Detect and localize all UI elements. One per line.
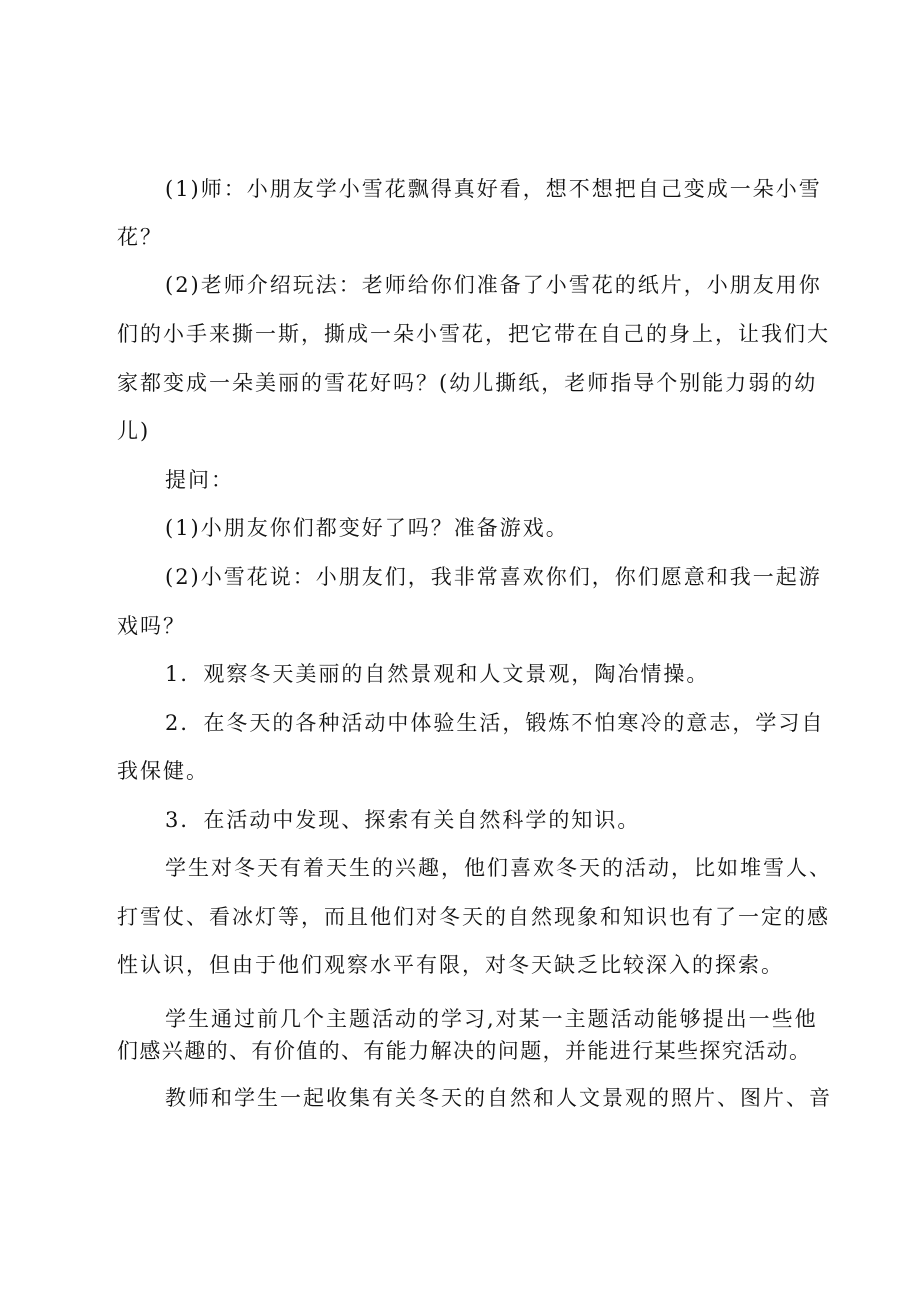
paragraph-line: 儿) [117,419,151,443]
paragraph-line: (2)小雪花说：小朋友们，我非常喜欢你们，你们愿意和我一起游 [165,565,822,589]
paragraph-line: 学生对冬天有着天生的兴趣，他们喜欢冬天的活动，比如堆雪人、 [165,856,832,880]
numbered-item: 1．观察冬天美丽的自然景观和人文景观，陶冶情操。 [165,662,710,686]
numbered-item: 3．在活动中发现、探索有关自然科学的知识。 [165,808,641,832]
paragraph-line: 性认识，但由于他们观察水平有限，对冬天缺乏比较深入的探索。 [117,953,784,977]
paragraph-line: 家都变成一朵美丽的雪花好吗？(幼儿撕纸，老师指导个别能力弱的幼 [117,371,818,395]
paragraph-line: 们的小手来撕一斯，撕成一朵小雪花，把它带在自己的身上，让我们大 [117,322,830,346]
paragraph-line: 花？ [117,225,163,249]
paragraph-line: 学生通过前几个主题活动的学习,对某一主题活动能够提出一些他 [165,1007,818,1031]
paragraph-line: 我保健。 [117,759,209,783]
paragraph-line: (1)师：小朋友学小雪花飘得真好看，想不想把自己变成一朵小雪 [165,177,822,201]
paragraph-line: (1)小朋友你们都变好了吗？准备游戏。 [165,516,569,540]
paragraph-line: 打雪仗、看冰灯等，而且他们对冬天的自然现象和知识也有了一定的感 [117,905,830,929]
numbered-item: 2．在冬天的各种活动中体验生活，锻炼不怕寒冷的意志，学习自 [165,711,825,735]
paragraph-line: 戏吗？ [117,614,186,638]
paragraph-line: (2)老师介绍玩法：老师给你们准备了小雪花的纸片，小朋友用你 [165,273,822,297]
paragraph-line: 们感兴趣的、有价值的、有能力解决的问题，并能进行某些探究活动。 [117,1039,812,1063]
section-label: 提问： [165,468,234,492]
paragraph-line: 教师和学生一起收集有关冬天的自然和人文景观的照片、图片、音 [165,1086,832,1110]
